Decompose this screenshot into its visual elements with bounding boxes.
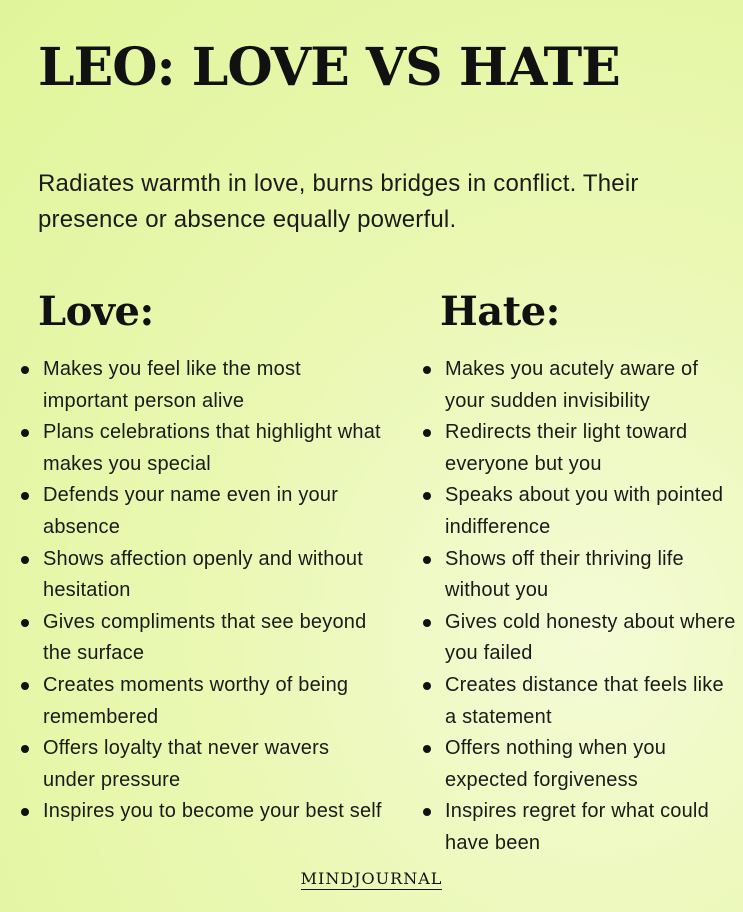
brand-logo-mind: MIND [300,869,355,888]
hate-item: Speaks about you with pointed indifference [440,480,740,543]
page-title: LEO: LOVE VS HATE [38,37,620,98]
brand-logo-journal: JOURNAL [354,869,443,888]
love-item: Shows affection openly and without hesitation [38,544,383,607]
love-item: Gives compliments that see beyond the surface [38,607,383,670]
love-item: Offers loyalty that never wavers under pressure [38,733,383,796]
hate-item: Redirects their light toward everyone but you [440,417,740,480]
hate-item: Makes you acutely aware of your sudden invisibility [440,354,740,417]
hate-item: Creates distance that feels like a statement [440,670,740,733]
page-subtitle: Radiates warmth in love, burns bridges in conflict. Their presence or absence equally powerful. [38,170,639,233]
hate-item: Shows off their thriving life without you [440,544,740,607]
hate-list [440,354,740,860]
love-item: Plans celebrations that highlight what makes you special [38,417,383,480]
love-item: Defends your name even in your absence [38,480,383,543]
love-heading: Love: [38,288,154,335]
hate-heading: Hate: [440,288,560,335]
love-item: Makes you feel like the most important person alive [38,354,383,417]
hate-item: Offers nothing when you expected forgiveness [440,733,740,796]
brand-logo [0,869,743,888]
love-column [38,286,383,828]
hate-item: Inspires regret for what could have been [440,796,740,859]
love-item: Creates moments worthy of being remembered [38,670,383,733]
hate-column [440,286,740,860]
love-list [38,354,383,828]
hate-item: Gives cold honesty about where you failed [440,607,740,670]
love-item: Inspires you to become your best self [38,796,383,828]
